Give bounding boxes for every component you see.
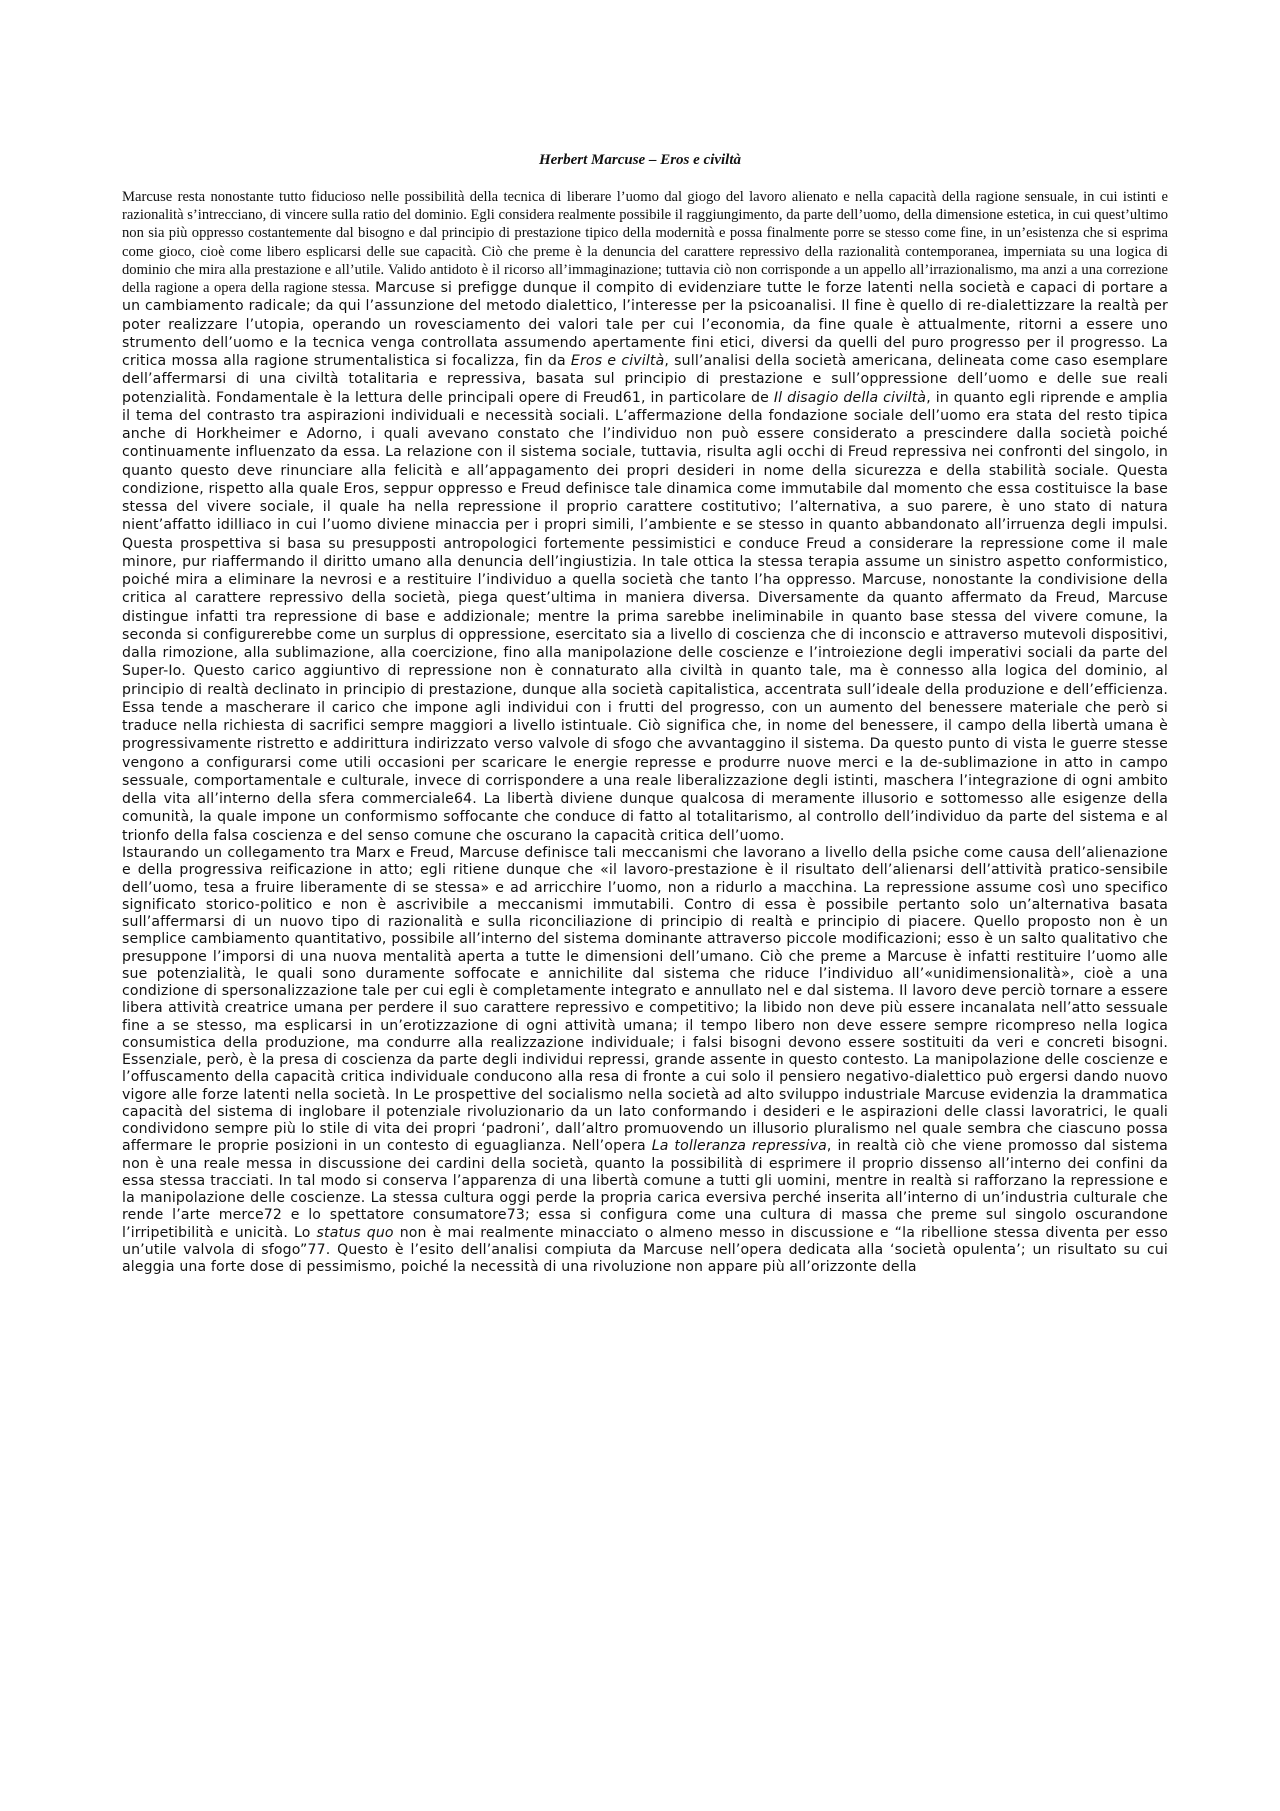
- paragraph-2-text-c: non è mai realmente minacciato o almeno messo in discussione e “la ribellione stessa diventa per esso un’utile valvola di sfogo”77. Questo è l’esito dell’analisi compiuta da Marcuse nell’opera dedicata alla ‘società opulenta’; un risultato su cui aleggia una forte dose di pessimismo, poiché la necessità di una rivoluzione non appare più all’orizzonte della: [122, 1224, 1169, 1275]
- paragraph-1-text-a: Marcuse si prefigge dunque il compito di evidenziare tutte le forze latenti nella società e capaci di portare a un cambiamento radicale; da qui l’assunzione del metodo dialettico, l’interesse per la psicoanalisi. Il fine è quello di re-dialettizzare la realtà per poter realizzare l’utopia, operando un rovesciamento dei valori tale per cui l’economia, da fine quale è attualmente, ritorni a essere uno strumento dell’uomo e la tecnica venga controllata assumendo apertamente fini etici, diversi da quelli del puro progresso per il progresso. La critica mossa alla ragione strumentalistica si focalizza, fin da: [122, 280, 1168, 370]
- paragraph-2-text-b: , in realtà ciò che viene promosso dal sistema non è una reale messa in discussione dei cardini della società, quanto la possibilità di esprimere il proprio dissenso all’interno dei confini da essa stessa tracciati. In tal modo si conserva l’apparenza di una libertà comune a tutti gli uomini, mentre in realtà si rafforzano la repressione e la manipolazione delle coscienze. La stessa cultura oggi perde la propria carica eversiva perché inserita all’interno di un’industria culturale che rende l’arte merce72 e lo spettatore consumatore73; essa si configura come una cultura di massa che preme sul singolo oscurandone l’irripetibilità e unicità. Lo: [122, 1138, 1168, 1241]
- italic-title-disagio: Il disagio della civiltà: [773, 389, 927, 406]
- body-paragraph-1: [122, 188, 1168, 845]
- paragraph-1-serif-text: Marcuse resta nonostante tutto fiducioso nelle possibilità della tecnica di liberare l’uomo dal giogo del lavoro alienato e nella capacità della ragione sensuale, in cui istinti e razionalità s’intrecciano, di vincere sulla ratio del dominio. Egli considera realmente possibile il raggiungimento, da parte dell’uomo, della dimensione estetica, in cui quest’ultimo non sia più oppresso costantemente dal bisogno e dal principio di prestazione tipico della modernità e possa finalmente porre se stesso come fine, in un’esistenza che si esprima come gioco, cioè come libero esplicarsi delle sue capacità. Ciò che preme è la denuncia del carattere repressivo della razionalità contemporanea, imperniata su una logica di dominio che mira alla prestazione e all’utile. Valido antidoto è il ricorso all’immaginazione; tuttavia ciò non corrisponde a un appello all’irrazionalismo, ma anzi a una correzione della ragione a opera della ragione stessa.: [122, 189, 1168, 297]
- paragraph-1-text-b: , sull’analisi della società americana, delineata come caso esemplare dell’affermarsi di una civiltà totalitaria e repressiva, basata sul principio di prestazione e sull’oppressione dell’uomo e delle sue reali potenzialità. Fondamentale è la lettura delle principali opere di Freud61, in particolare de: [122, 353, 1168, 406]
- italic-status-quo: status quo: [316, 1224, 394, 1241]
- body-paragraph-2: [122, 845, 1168, 1276]
- italic-title-tolleranza: La tolleranza repressiva: [651, 1138, 827, 1155]
- paragraph-1-text-c: , in quanto egli riprende e amplia il tema del contrasto tra aspirazioni individuali e necessità sociali. L’affermazione della fondazione sociale dell’uomo era stata del resto tipica anche di Horkheimer e Adorno, i quali avevano constato che l’individuo non può essere considerato a prescindere dalla società poiché continuamente influenzato da essa. La relazione con il sistema sociale, tuttavia, risulta agli occhi di Freud repressiva nei confronti del singolo, in quanto questo deve rinunciare alla felicità e all’appagamento dei propri desideri in nome della sicurezza e della stabilità sociale. Questa condizione, rispetto alla quale Eros, seppur oppresso e Freud definisce tale dinamica come immutabile dal momento che essa costituisce la base stessa del vivere sociale, il quale ha nella repressione il proprio carattere costitutivo; l’alternativa, a suo parere, è uno stato di natura nient’affatto idilliaco in cui l’uomo diviene minaccia per i propri simili, l’ambiente e se stesso in quanto abbandonato all’irruenza degli impulsi. Questa prospettiva si basa su presupposti antropologici fortemente pessimistici e conduce Freud a considerare la repressione come il male minore, pur riaffermando il diritto umano alla denuncia dell’ingiustizia. In tale ottica la stessa terapia assume un sinistro aspetto conformistico, poiché mira a eliminare la nevrosi e a restituire l’individuo a quella società che tanto l’ha oppresso. Marcuse, nonostante la condivisione della critica al carattere repressivo della società, piega quest’ultima in maniera diversa. Diversamente da quanto affermato da Freud, Marcuse distingue infatti tra repressione di base e addizionale; mentre la prima sarebbe ineliminabile in quanto base stessa del vivere comune, la seconda si configurerebbe come un surplus di oppressione, esercitato sia a livello di coscienza che di inconscio e attraverso mutevoli dispositivi, dalla rimozione, alla sublimazione, alla coercizione, fino alla manipolazione delle coscienze e l’introiezione degli imperativi sociali da parte del Super-Io. Questo carico aggiuntivo di repressione non è connaturato alla civiltà in quanto tale, ma è connesso alla logica del dominio, al principio di realtà declinato in principio di prestazione, dunque alla società capitalistica, accentrata sull’ideale della produzione e dell’efficienza. Essa tende a mascherare il carico che impone agli individui con i frutti del progresso, con un aumento del benessere materiale che però si traduce nella richiesta di sacrifici sempre maggiori a livello istintuale. Ciò significa che, in nome del benessere, il campo della libertà umana è progressivamente ristretto e addirittura indirizzato verso valvole di sfogo che avvantaggino il sistema. Da questo punto di vista le guerre stesse vengono a configurarsi come utili occasioni per scaricare le energie represse e produrre nuove merci e la de-sublimazione in atto in campo sessuale, comportamentale e culturale, invece di corrispondere a una reale liberalizzazione degli istinti, maschera l’integrazione di ogni ambito della vita all’interno della sfera commerciale64. La libertà diviene dunque qualcosa di meramente illusorio e sottomesso alle esigenze della comunità, la quale impone un conformismo soffocante che conduce di fatto al totalitarismo, al controllo dell’individuo da parte del sistema e al trionfo della falsa coscienza e del senso comune che oscurano la capacità critica dell’uomo.: [122, 389, 1168, 844]
- paragraph-2-text-a: Istaurando un collegamento tra Marx e Freud, Marcuse definisce tali meccanismi che lavorano a livello della psiche come causa dell’alienazione e della progressiva reificazione in atto; egli ritiene dunque che «il lavoro-prestazione è il risultato dell’alienarsi dell’attività pratico-sensibile dell’uomo, tesa a fruire liberamente di se stessa» e ad arricchire l’uomo, non a ridurlo a macchina. La repressione assume così uno specifico significato storico-politico e non è ascrivibile a meccanismi immutabili. Contro di essa è possibile pertanto solo un’alternativa basata sull’affermarsi di un nuovo tipo di razionalità e sulla riconciliazione di principio di realtà e principio di piacere. Quello proposto non è un semplice cambiamento quantitativo, possibile all’interno del sistema dominante attraverso piccole modificazioni; esso è un salto qualitativo che presuppone l’imporsi di una nuova mentalità aperta a tutte le dimensioni dell’umano. Ciò che preme a Marcuse è infatti restituire l’uomo alle sue potenzialità, le quali sono duramente soffocate e annichilite dal sistema che riduce l’individuo all’«unidimensionalità», cioè a una condizione di spersonalizzazione tale per cui egli è completamente integrato e annullato nel e dal sistema. Il lavoro deve perciò tornare a essere libera attività creatrice umana per perdere il suo carattere repressivo e competitivo; la libido non deve più essere incanalata nell’atto sessuale fine a se stesso, ma esplicarsi in un’erotizzazione di ogni attività umana; il tempo libero non deve essere sempre ricompreso nella logica consumistica della produzione, ma condurre alla realizzazione individuale; i falsi bisogni devono essere sostituiti da veri e concreti bisogni. Essenziale, però, è la presa di coscienza da parte degli individui repressi, grande assente in questo contesto. La manipolazione delle coscienze e l’offuscamento della capacità critica individuale conducono alla resa di fronte a cui solo il pensiero negativo-dialettico può ergersi dando nuovo vigore alle forze latenti nella società. In Le prospettive del socialismo nella società ad alto sviluppo industriale Marcuse evidenzia la drammatica capacità del sistema di inglobare il potenziale rivoluzionario da un lato conformando i desideri e le aspirazioni delle classi lavoratrici, le quali condividono sempre più lo stile di vita dei propri ‘padroni’, dall’altro promuovendo un illusorio pluralismo nel quale sembra che ciascuno possa affermare le proprie posizioni in un contesto di eguaglianza. Nell’opera: [122, 845, 1168, 1155]
- italic-title-eros: Eros e civiltà: [570, 353, 665, 370]
- page-title: Herbert Marcuse – Eros e civiltà: [538, 152, 742, 168]
